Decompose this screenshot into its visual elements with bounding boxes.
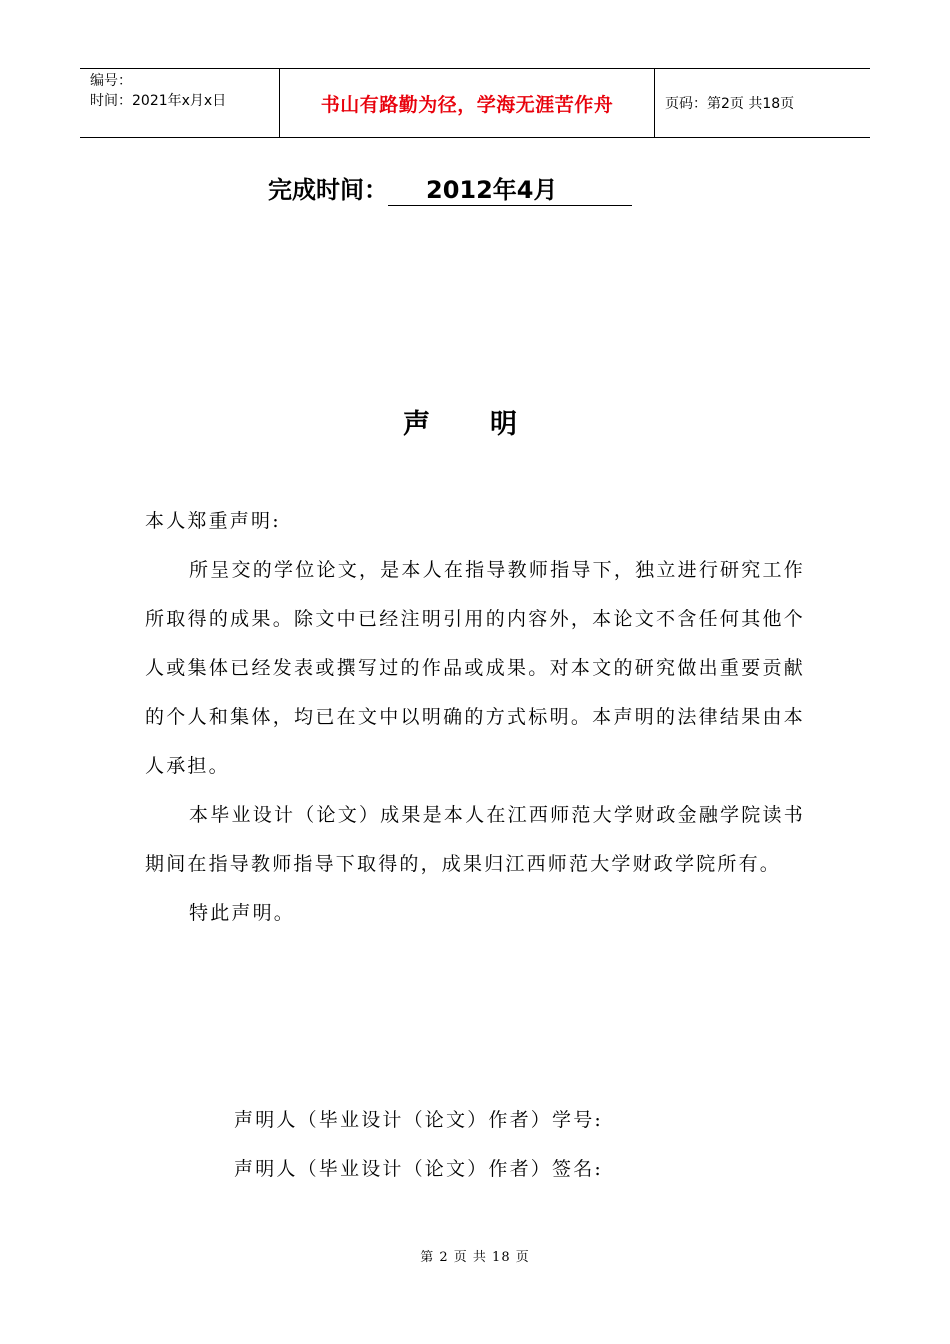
student-id-line: 声明人（毕业设计（论文）作者）学号:: [234, 1109, 604, 1131]
completion-value: 2012年4月: [388, 170, 632, 206]
declaration-closing: 特此声明。: [189, 902, 296, 924]
header-meta: [80, 69, 280, 137]
document-number: 编号：: [90, 73, 132, 89]
header-page-info: 页码：第2页 共18页: [665, 96, 795, 112]
declaration-paragraph-2: 本毕业设计（论文）成果是本人在江西师范大学财政金融学院读书期间在指导教师指导下取得的，成果归江西师范大学财政学院所有。: [145, 804, 805, 875]
completion-time: [268, 170, 632, 206]
declaration-intro: 本人郑重声明:: [145, 510, 281, 532]
header-motto: 书山有路勤为径，学海无涯苦作舟: [280, 69, 655, 137]
signature-line: 声明人（毕业设计（论文）作者）签名:: [234, 1158, 604, 1180]
declaration-paragraph-1: 所呈交的学位论文，是本人在指导教师指导下，独立进行研究工作所取得的成果。除文中已经注明引用的内容外，本论文不含任何其他个人或集体已经发表或撰写过的作品或成果。对本文的研究做出重要贡献的个人和集体，均已在文中以明确的方式标明。本声明的法律结果由本人承担。: [145, 559, 805, 777]
page-header: [80, 68, 870, 138]
document-date: 时间：2021年x月x日: [90, 93, 227, 109]
declaration-title: 声明: [403, 409, 577, 440]
page-footer: 第 2 页 共 18 页: [420, 1250, 530, 1265]
declaration-body: [145, 497, 805, 938]
completion-label: 完成时间：: [268, 176, 388, 204]
